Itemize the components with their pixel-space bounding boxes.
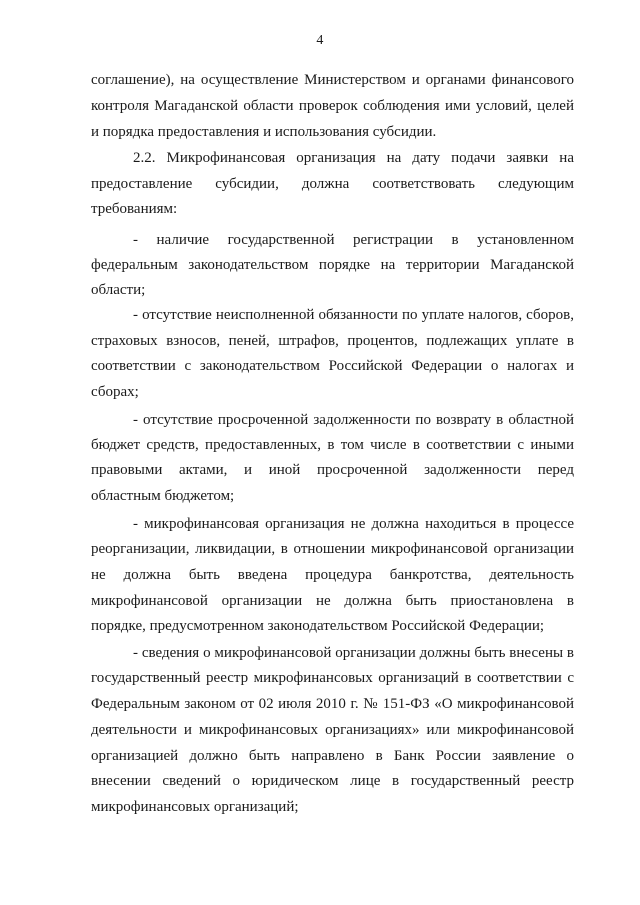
text-line: предоставление субсидии, должна соответствовать следующим [91,176,574,192]
text-line: деятельности и микрофинансовых организациях» или микрофинансовой [91,722,574,738]
page-number: 4 [316,33,324,48]
text-line: контроля Магаданской области проверок соблюдения ими условий, целей [91,98,574,114]
list-item-line: - отсутствие неисполненной обязанности по уплате налогов, сборов, [133,307,574,323]
text-line: правовыми актами, и иной просроченной задолженности перед [91,462,574,478]
text-line: и порядка предоставления и использования субсидии. [91,124,437,140]
text-line: не должна быть введена процедура банкротства, деятельность [91,567,574,583]
list-item-line: - микрофинансовая организация не должна находиться в процессе [133,516,574,532]
text-line: микрофинансовых организаций; [91,799,299,815]
text-line: области; [91,282,146,298]
text-line: сборах; [91,384,139,400]
text-line: микрофинансовой организации не должна быть приостановлена в [91,593,574,609]
text-line: соответствии с законодательством Российской Федерации о налогах и [91,358,574,374]
text-line: реорганизации, ликвидации, в отношении микрофинансовой организации [91,541,574,557]
text-line: порядке, предусмотренном законодательством Российской Федерации; [91,618,545,634]
list-item-line: - наличие государственной регистрации в установленном [133,232,574,248]
text-line: областным бюджетом; [91,488,235,504]
text-line: Федеральным законом от 02 июля 2010 г. № 151-ФЗ «О микрофинансовой [91,696,574,712]
text-line: государственный реестр микрофинансовых организаций в соответствии с [91,670,574,686]
text-line: 2.2. Микрофинансовая организация на дату подачи заявки на [133,150,574,166]
text-line: требованиям: [91,201,178,217]
list-item-line: - отсутствие просроченной задолженности по возврату в областной [133,412,574,428]
text-line: бюджет средств, предоставленных, в том числе в соответствии с иными [91,437,574,453]
text-line: страховых взносов, пеней, штрафов, процентов, подлежащих уплате в [91,333,574,349]
text-line: федеральным законодательством порядке на территории Магаданской [91,257,574,273]
list-item-line: - сведения о микрофинансовой организации должны быть внесены в [133,645,574,661]
text-line: внесении сведений о юридическом лице в государственный реестр [91,773,574,789]
text-line: соглашение), на осуществление Министерством и органами финансового [91,72,574,88]
text-line: организацией должно быть направлено в Банк России заявление о [91,748,574,764]
